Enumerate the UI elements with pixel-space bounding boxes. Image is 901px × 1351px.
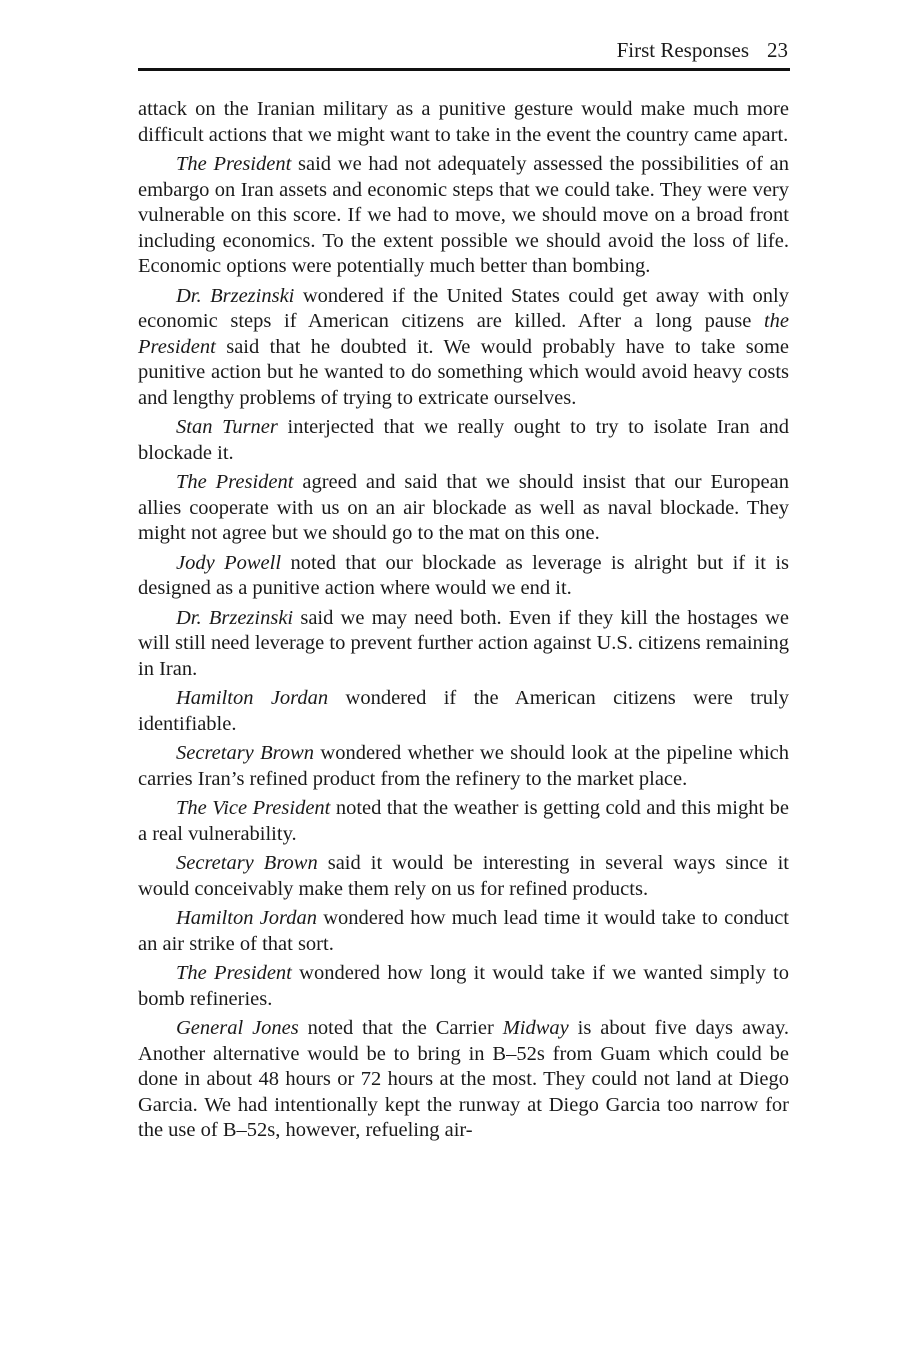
paragraph [138, 1016, 789, 1144]
paragraph [138, 152, 789, 280]
speaker-name: The President [176, 471, 294, 493]
paragraph-text: noted that the weather is getting cold and this might be a real vulnerability. [138, 797, 790, 845]
paragraph-text: wondered how much lead time it would take to conduct an air strike of that sort. [138, 907, 789, 955]
ship-name: Midway [502, 1017, 569, 1039]
speaker-name: Hamilton Jordan [176, 907, 317, 929]
paragraph [138, 686, 789, 737]
paragraph-text: said we may need both. Even if they kill the hostages we will still need leverage to prevent further action against U.S. citizens remaining in Iran. [138, 606, 789, 680]
speaker-name: The Vice President [176, 797, 331, 819]
speaker-name: The President [176, 153, 292, 175]
paragraph [138, 961, 789, 1012]
paragraph-text: agreed and said that we should insist that our European allies cooperate with us on an air blockade as well as naval blockade. They might not agree but we should go to the mat on this one. [138, 471, 789, 544]
paragraph-text: said it would be interesting in several ways since it would conceivably make them rely on us for refined products. [138, 852, 790, 900]
paragraph-text: noted that our blockade as leverage is alright but if it is designed as a punitive action where would we end it. [138, 551, 789, 599]
paragraph [138, 415, 789, 466]
speaker-name: Stan Turner [176, 416, 278, 438]
paragraph [138, 551, 789, 602]
paragraph [138, 851, 789, 902]
speaker-name: The President [176, 962, 292, 984]
paragraph [138, 97, 789, 148]
page-body [138, 97, 789, 1148]
speaker-name: Secretary Brown [176, 852, 318, 874]
paragraph [138, 284, 789, 412]
page-number: 23 [767, 38, 788, 62]
paragraph [138, 606, 789, 683]
paragraph-text: interjected that we really ought to try to isolate Iran and blockade it. [138, 416, 789, 464]
running-head [617, 36, 788, 64]
speaker-name: Dr. Brzezinski [176, 284, 295, 307]
paragraph-text: noted that the Carrier [298, 1017, 503, 1039]
paragraph-text: said we had not adequately assessed the possibilities of an embargo on Iran assets and economic steps that we could take. They were very vulnerable on this score. If we had to move, we should move on a broad front including economics. To the extent possible we should avoid the loss of life. Economic options were potentially much better than bombing. [138, 153, 790, 277]
paragraph-text: wondered how long it would take if we wanted simply to bomb refineries. [138, 962, 790, 1010]
paragraph [138, 796, 789, 847]
speaker-name: Secretary Brown [176, 742, 315, 764]
paragraph-text: wondered if the American citizens were truly identifiable. [138, 687, 789, 735]
paragraph-text: wondered whether we should look at the pipeline which carries Iran’s refined product from the refinery to the market place. [138, 742, 789, 790]
paragraph-text: is about five days away. Another alternative would be to bring in B–52s from Guam which could be done in about 48 hours or 72 hours at the most. They could not land at Diego Garcia. We had intentionally kept the runway at Diego Garcia too narrow for the use of B–52s, however, refueling air- [138, 1017, 789, 1141]
paragraph-text: attack on the Iranian military as a punitive gesture would make much more difficult actions that we might want to take in the event the country came apart. [138, 98, 789, 146]
paragraph-text: wondered if the United States could get away with only economic steps if American citizens are killed. After a long pause [138, 284, 789, 332]
speaker-name: the President [138, 310, 789, 358]
speaker-name: General Jones [176, 1017, 299, 1039]
header-rule [138, 68, 790, 71]
paragraph [138, 741, 789, 792]
running-header [138, 36, 788, 66]
speaker-name: Jody Powell [176, 551, 282, 574]
running-title: First Responses [616, 38, 749, 62]
speaker-name: Dr. Brzezinski [176, 606, 294, 629]
paragraph [138, 906, 789, 957]
paragraph-text: said that he doubted it. We would probably have to take some punitive action but he wanted to do something which would avoid heavy costs and lengthy problems of trying to extricate ourselves. [138, 335, 789, 409]
speaker-name: Hamilton Jordan [176, 687, 329, 709]
paragraph [138, 470, 789, 547]
